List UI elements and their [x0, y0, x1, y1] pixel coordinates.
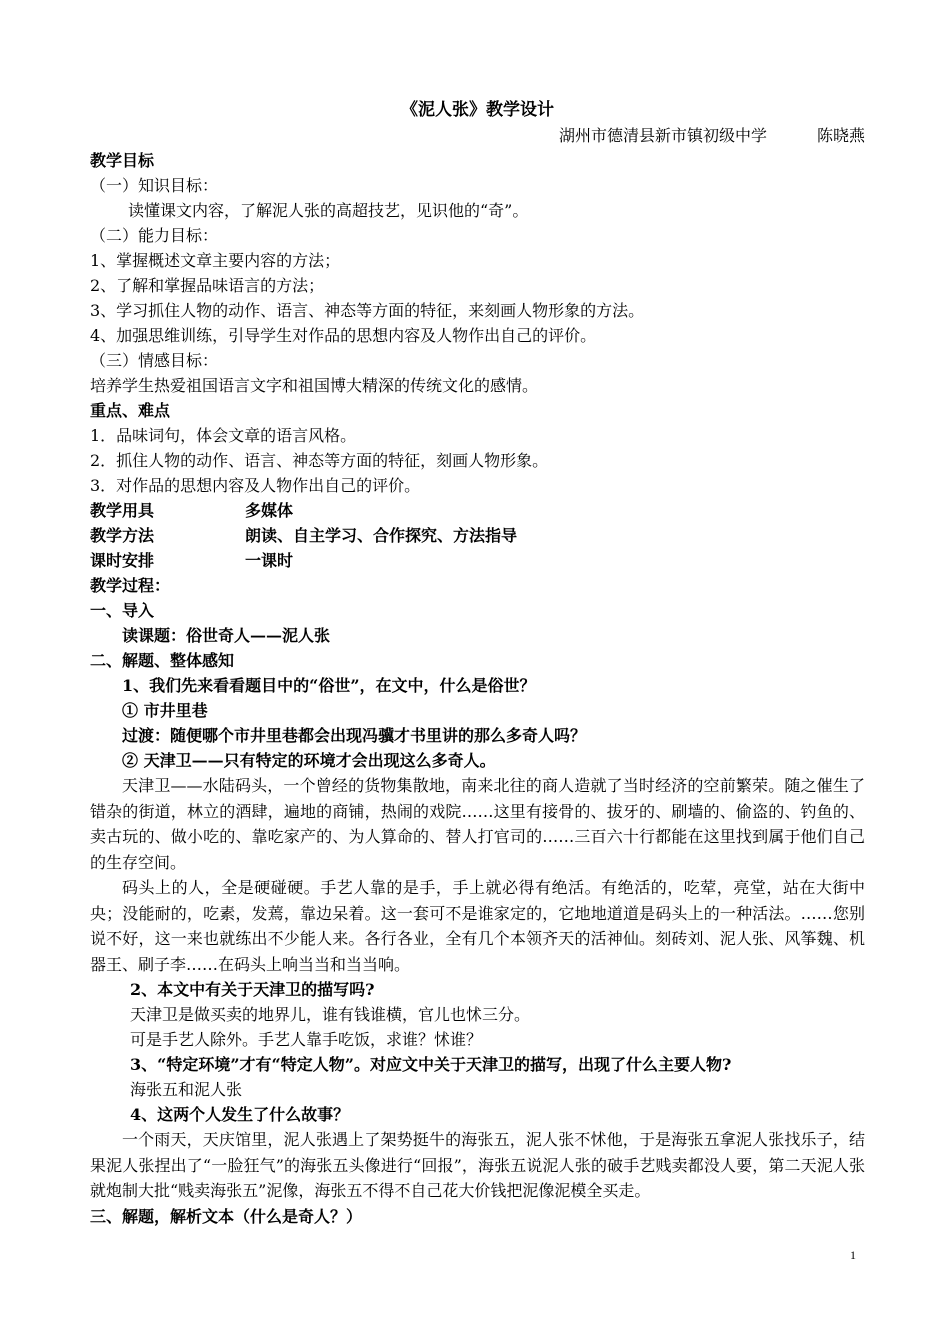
doc-title: 《泥人张》教学设计 [401, 100, 554, 120]
class-hours-label: 课时安排 [90, 551, 155, 570]
question-1: 1、我们先来看看题目中的“俗世”，在文中，什么是俗世？ [122, 676, 536, 695]
heading-process: 教学过程： [90, 576, 171, 595]
question-4: 4、这两个人发生了什么故事？ [130, 1105, 350, 1124]
question-2: 2、本文中有关于天津卫的描写吗? [130, 980, 375, 999]
author-name: 陈晓燕 [816, 126, 865, 145]
question-1-answer-1: ① 市井里巷 [122, 701, 208, 720]
key-point-item: 1．品味词句，体会文章的语言风格。 [90, 426, 357, 445]
teaching-tools [90, 498, 865, 523]
page-number: 1 [850, 1248, 856, 1262]
heading-key-points: 重点、难点 [90, 401, 171, 420]
goal-ability-label: （二）能力目标： [90, 226, 219, 245]
paragraph-dock: 码头上的人，全是硬碰硬。手艺人靠的是手，手上就必得有绝活。有绝活的，吃荤，亮堂，站在大街中央；没能耐的，吃素，发蔫，靠边呆着。这一套可不是谁家定的，它地地道道是码头上的一种活法。……您别说不好，这一来也就练出不少能人来。各行各业，全有几个本领齐天的活神仙。刻砖刘、泥人张、风筝魏、机器王、刷子李……在码头上响当当和当当响。 [90, 878, 865, 974]
goal-knowledge-text: 读懂课文内容，了解泥人张的高超技艺，见识他的“奇”。 [128, 201, 529, 220]
goal-ability-item: 4、加强思维训练，引导学生对作品的思想内容及人物作出自己的评价。 [90, 326, 597, 345]
paragraph-story: 一个雨天，天庆馆里，泥人张遇上了架势挺牛的海张五，泥人张不怵他，于是海张五拿泥人张找乐子，结果泥人张捏出了“一脸狂气”的海张五头像进行“回报”，海张五说泥人张的破手艺贱卖都没人要，第二天泥人张就炮制大批“贱卖海张五”泥像，海张五不得不自己花大价钱把泥像泥模全买走。 [90, 1130, 865, 1200]
teaching-method [90, 523, 865, 548]
paragraph-tianjin: 天津卫——水陆码头，一个曾经的货物集散地，南来北往的商人造就了当时经济的空前繁荣。随之催生了错杂的街道，林立的酒肆，遍地的商铺，热闹的戏院……这里有接骨的、拔牙的、刷墙的、偷盗的、钓鱼的、卖古玩的、做小吃的、靠吃家产的、为人算命的、替人打官司的……三百六十行都能在这里找到属于他们自己的生存空间。 [90, 776, 865, 872]
question-2-answer-2: 可是手艺人除外。手艺人靠手吃饭，求谁？怵谁？ [130, 1030, 483, 1049]
section-intro: 一、导入 [90, 601, 155, 620]
teaching-tools-label: 教学用具 [90, 501, 155, 520]
goal-knowledge-label: （一）知识目标： [90, 176, 219, 195]
goal-ability-item: 3、学习抓住人物的动作、语言、神态等方面的特征，来刻画人物形象的方法。 [90, 301, 645, 320]
goal-ability-item: 2、了解和掌握品味语言的方法； [90, 276, 325, 295]
document-body [90, 98, 865, 1229]
section-intro-text: 读课题：俗世奇人——泥人张 [122, 626, 331, 645]
question-2-answer-1: 天津卫是做买卖的地界儿，谁有钱谁横，官儿也怵三分。 [130, 1005, 531, 1024]
key-point-item: 2．抓住人物的动作、语言、神态等方面的特征，刻画人物形象。 [90, 451, 549, 470]
teaching-method-label: 教学方法 [90, 526, 155, 545]
question-3: 3、“特定环境”才有“特定人物”。对应文中关于天津卫的描写，出现了什么主要人物? [130, 1055, 732, 1074]
goal-emotion-label: （三）情感目标： [90, 351, 219, 370]
author-school: 湖州市德清县新市镇初级中学 [558, 126, 767, 145]
heading-goals: 教学目标 [90, 151, 155, 170]
goal-emotion-text: 培养学生热爱祖国语言文字和祖国博大精深的传统文化的感情。 [90, 376, 539, 395]
teaching-tools-value: 多媒体 [245, 501, 294, 520]
key-point-item: 3．对作品的思想内容及人物作出自己的评价。 [90, 476, 421, 495]
section-overview: 二、解题、整体感知 [90, 651, 235, 670]
question-3-answer: 海张五和泥人张 [130, 1080, 243, 1099]
question-1-answer-2: ② 天津卫——只有特定的环境才会出现这么多奇人。 [122, 751, 496, 770]
goal-ability-item: 1、掌握概述文章主要内容的方法； [90, 251, 341, 270]
author-line [90, 123, 865, 148]
question-1-transition: 过渡：随便哪个市井里巷都会出现冯骥才书里讲的那么多奇人吗？ [122, 726, 587, 745]
class-hours [90, 548, 865, 573]
section-analysis: 三、解题，解析文本（什么是奇人？） [90, 1206, 363, 1226]
class-hours-value: 一课时 [245, 551, 294, 570]
teaching-method-value: 朗读、自主学习、合作探究、方法指导 [245, 526, 518, 545]
